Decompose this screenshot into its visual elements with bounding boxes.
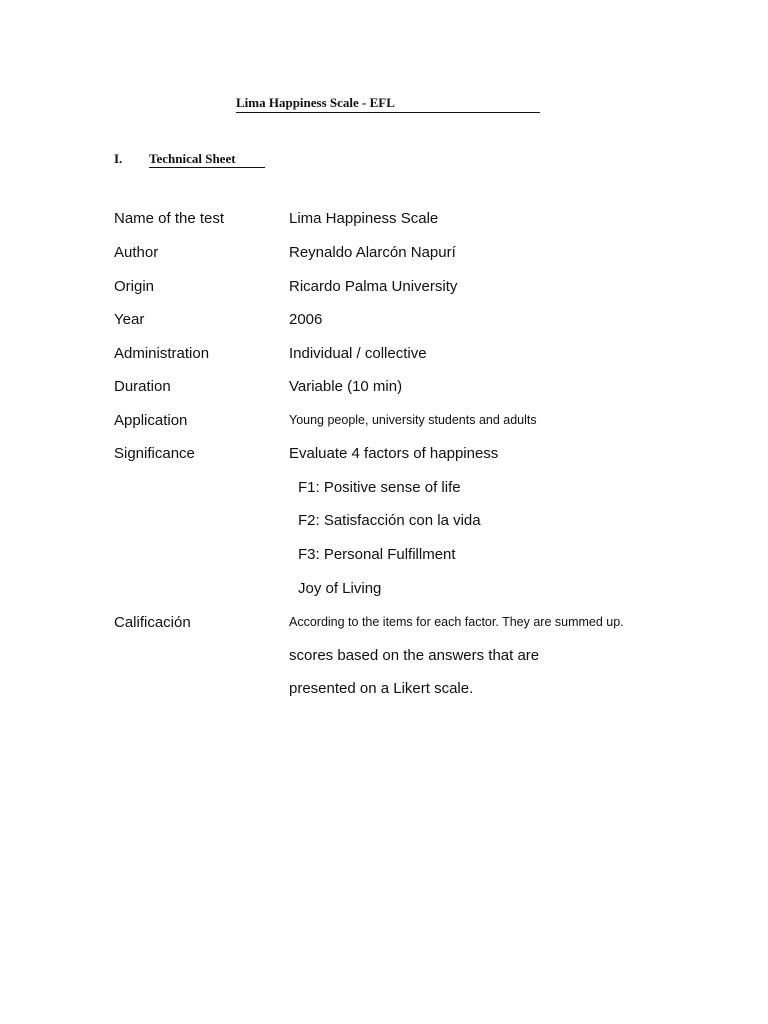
row-value: Reynaldo Alarcón Napurí [289,244,456,261]
row-label: Origin [114,278,155,295]
sheet-row-calificacion [114,611,674,633]
row-label: Author [114,244,159,261]
row-value: Evaluate 4 factors of happiness [289,445,499,462]
sheet-row-significance [114,443,674,465]
row-value: 2006 [289,311,323,328]
row-value: Lima Happiness Scale [289,210,439,227]
row-label: Significance [114,445,195,462]
sheet-row-year [114,309,674,331]
factor-item: Joy of Living [298,580,382,597]
row-label: Calificación [114,614,191,631]
section-number: I. [114,151,123,166]
row-value: Variable (10 min) [289,378,403,395]
scoring-continuation-line: scores based on the answers that are [289,647,540,664]
section-title: Technical Sheet [149,150,265,168]
row-value: Young people, university students and adults [289,413,537,427]
sheet-row-origin [114,276,674,298]
row-label: Name of the test [114,210,225,227]
row-label: Administration [114,345,210,362]
sheet-row-administration [114,343,674,365]
row-label: Year [114,311,145,328]
row-value: Individual / collective [289,345,427,362]
sheet-row-name [114,208,674,230]
row-value: According to the items for each factor. They are summed up. [289,615,624,629]
document-title: Lima Happiness Scale - EFL [236,94,540,113]
factor-item: F2: Satisfacción con la vida [298,512,481,529]
sheet-row-application [114,409,674,431]
row-label: Application [114,412,188,429]
scoring-continuation-line: presented on a Likert scale. [289,680,474,697]
sheet-row-author [114,242,674,264]
row-label: Duration [114,378,171,395]
factor-item: F1: Positive sense of life [298,479,461,496]
sheet-row-duration [114,376,674,398]
factor-item: F3: Personal Fulfillment [298,546,456,563]
row-value: Ricardo Palma University [289,278,458,295]
